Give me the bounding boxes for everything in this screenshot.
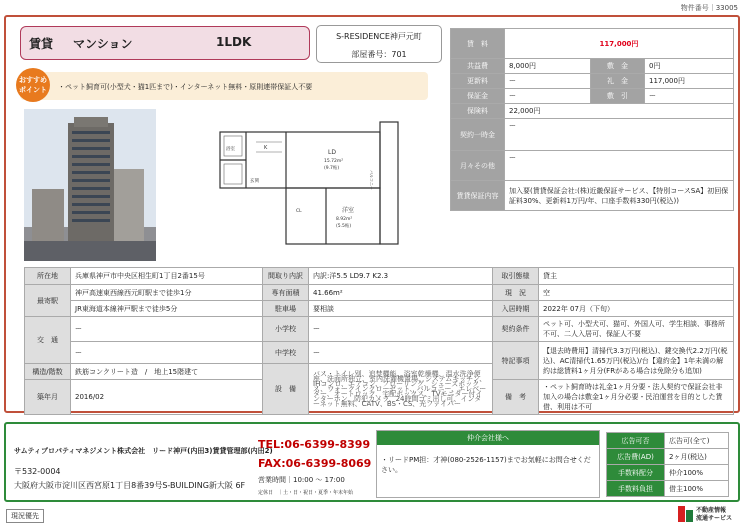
fee-burden-value: 借主100% bbox=[665, 481, 729, 497]
recommend-text: ・ペット飼育可(小型犬・猫1匹まで)・インターネット無料・原則連帯保証人不要 bbox=[58, 83, 313, 91]
transaction-label: 取引態様 bbox=[493, 268, 539, 285]
building-photo-image bbox=[24, 109, 156, 261]
service-logo bbox=[678, 504, 738, 526]
junior-high-value: ー bbox=[309, 342, 493, 364]
deposit-value: 0円 bbox=[645, 59, 734, 74]
station-label: 最寄駅 bbox=[25, 285, 71, 317]
agency-name: サムティプロパティマネジメント株式会社 リード神戸(内田3)賃貸管理部(内田2) bbox=[14, 447, 273, 455]
junior-high-label: 中学校 bbox=[263, 342, 309, 364]
recommend-bar bbox=[20, 72, 428, 100]
property-sheet bbox=[4, 15, 740, 413]
plan-ld-jo: (9.7帖) bbox=[324, 166, 340, 171]
traffic-2: ー bbox=[71, 342, 263, 364]
listing-type: マンション bbox=[73, 37, 133, 51]
common-fee-label: 共益費 bbox=[451, 59, 505, 74]
elementary-value: ー bbox=[309, 317, 493, 342]
agency-tel[interactable]: TEL:06-6399-8399 bbox=[258, 438, 371, 451]
property-number: 物件番号｜33005 bbox=[680, 4, 738, 12]
recommend-badge-line2: ポイント bbox=[19, 86, 47, 94]
ad-fee-value: 2ヶ月(税込) bbox=[665, 449, 729, 465]
special-notes-label: 特記事項 bbox=[493, 342, 539, 380]
structure-label: 構造/階数 bbox=[25, 364, 71, 380]
transaction-value: 貸主 bbox=[539, 268, 734, 285]
lump-sum-label: 契約一時金 bbox=[451, 119, 505, 151]
built-label: 築年月 bbox=[25, 380, 71, 415]
building-box bbox=[316, 25, 442, 63]
key-money-value: 117,000円 bbox=[645, 74, 734, 89]
rent-value: 117,000円 bbox=[505, 29, 734, 59]
agency-holiday: 定休日 ｜土・日・祝日・夏季・年末年始 bbox=[258, 490, 354, 496]
equipment-label: 設 備 bbox=[263, 364, 309, 415]
traffic-1: ー bbox=[71, 317, 263, 342]
logo-text-2: 流通サービス bbox=[696, 515, 733, 522]
elementary-label: 小学校 bbox=[263, 317, 309, 342]
conditions-label: 契約条件 bbox=[493, 317, 539, 342]
location-value: 兵庫県神戸市中央区相生町1丁目2番15号 bbox=[71, 268, 263, 285]
current-value: 空 bbox=[539, 285, 734, 301]
deposit-label: 敷 金 bbox=[591, 59, 645, 74]
layout-detail-value: 内訳:洋5.5 LD9.7 K2.3 bbox=[309, 268, 493, 285]
current-label: 現 況 bbox=[493, 285, 539, 301]
listing-layout: 1LDK bbox=[216, 35, 252, 49]
plan-room-label: 洋室 bbox=[342, 207, 355, 214]
layout-detail-label: 間取り内訳 bbox=[263, 268, 309, 285]
built-value: 2016/02 bbox=[71, 380, 263, 415]
rent-label: 賃 料 bbox=[451, 29, 505, 59]
shikibiki-value: ー bbox=[645, 89, 734, 104]
key-money-label: 礼 金 bbox=[591, 74, 645, 89]
room-number: 部屋番号：701 bbox=[351, 50, 407, 59]
location-label: 所在地 bbox=[25, 268, 71, 285]
plan-room-jo: (5.5帖) bbox=[336, 224, 352, 229]
notes-label: 備 考 bbox=[493, 380, 539, 415]
traffic-label: 交 通 bbox=[25, 317, 71, 364]
broker-notice-text: ・リードPM担：才神(080-2526-1157)までお気軽にお問合せください。 bbox=[381, 456, 591, 474]
status-priority-label: 現況優先 bbox=[6, 509, 44, 523]
guarantee-value: ー bbox=[505, 89, 591, 104]
broker-notice bbox=[376, 430, 600, 498]
recommend-badge-line1: おすすめ bbox=[18, 76, 48, 84]
parking-value: 要相談 bbox=[309, 301, 493, 317]
shikibiki-label: 敷 引 bbox=[591, 89, 645, 104]
guarantor-value: 加入要(賃貸保証会社:(株)近畿保証サービス、【特別コースSA】初回保証料30%、更新料1万円/年、口座手数料330円(税込)) bbox=[505, 181, 734, 211]
building-photo bbox=[24, 109, 156, 261]
ad-fee-label: 広告費(AD) bbox=[607, 449, 665, 465]
broker-notice-header: 仲介会社様へ bbox=[377, 431, 599, 445]
listing-kind: 賃貸 bbox=[29, 37, 54, 51]
plan-room-size: 8.92m² bbox=[336, 217, 353, 222]
broker-fee-value: 仲介100% bbox=[665, 465, 729, 481]
listing-title-box bbox=[20, 26, 310, 60]
agency-panel bbox=[4, 422, 740, 502]
common-fee-value: 8,000円 bbox=[505, 59, 591, 74]
monthly-other-label: 月々その他 bbox=[451, 151, 505, 181]
plan-entrance-label: 玄関 bbox=[250, 179, 259, 184]
floor-plan-drawing bbox=[216, 112, 426, 252]
ad-ok-label: 広告可否 bbox=[607, 433, 665, 449]
guarantee-label: 保証金 bbox=[451, 89, 505, 104]
station-2: JR東海道本線神戸駅まで徒歩5分 bbox=[71, 301, 263, 317]
insurance-label: 保険料 bbox=[451, 104, 505, 119]
money-table bbox=[450, 28, 734, 211]
notes-value: ・ペット飼育時は礼金1ヶ月分要・法人契約で保証会社非加入の場合は敷金1ヶ月分必要・民泊運営を目的とした賃借、利用は不可 bbox=[539, 380, 734, 415]
broker-fee-label: 手数料配分 bbox=[607, 465, 665, 481]
agency-fax: FAX:06-6399-8069 bbox=[258, 457, 372, 470]
plan-ld-label: LD bbox=[328, 149, 336, 156]
recommend-badge bbox=[16, 68, 50, 102]
agency-address: 大阪府大阪市淀川区西宮原1丁目8番39号S-BUILDING新大阪 6F bbox=[14, 481, 246, 490]
station-1: 神戸高速東西線西元町駅まで徒歩1分 bbox=[71, 285, 263, 301]
ad-ok-value: 広告可(全て) bbox=[665, 433, 729, 449]
plan-bath-label: 浴室 bbox=[226, 147, 235, 152]
parking-label: 駐車場 bbox=[263, 301, 309, 317]
special-notes-value: 【退去時費用】清掃代3.3万円(税込)、鍵交換代2.2万円(税込)、AC清掃代1.65万円(税込)/台【違約金】1年未満の解約は総賃料1ヶ月分(FRがある場合は免除分も追加) bbox=[539, 342, 734, 380]
monthly-other-value: ー bbox=[505, 151, 734, 181]
building-name: S-RESIDENCE神戸元町 bbox=[336, 32, 422, 41]
logo-text-1: 不動産情報 bbox=[696, 507, 727, 514]
guarantor-label: 賃貸保証内容 bbox=[451, 181, 505, 211]
plan-kitchen-label: K bbox=[264, 145, 268, 151]
conditions-value: ペット可、小型犬可、猫可、外国人可、学生相談、事務所不可、二人入居可、保証人不要 bbox=[539, 317, 734, 342]
area-value: 41.66m² bbox=[309, 285, 493, 301]
renewal-fee-label: 更新料 bbox=[451, 74, 505, 89]
move-in-label: 入居時期 bbox=[493, 301, 539, 317]
fee-burden-label: 手数料負担 bbox=[607, 481, 665, 497]
ad-table bbox=[606, 432, 729, 497]
equipment-value: バス・トイレ別、追焚機能、浴室乾燥機、温水洗浄便座、洗面所独立、室内洗濯機置場、システムキッチン、IHコンロ、エアコン、フローリング、シューズボックス、ウォークインクローゼット、バルコニー、エレベーター、オートロック、宅配ボックス、TVモニター付インターホン、防犯カメラ、24時間ゴミ出し可、インターネット無料、CATV、BS・CS、光ファイバー bbox=[309, 364, 493, 415]
spec-table bbox=[24, 267, 734, 415]
plan-balcony-label: バルコニー bbox=[369, 170, 374, 190]
agency-zip: 〒532-0004 bbox=[14, 467, 61, 476]
plan-closet-label: CL bbox=[296, 209, 302, 214]
logo-mark-icon bbox=[678, 504, 694, 524]
agency-hours: 営業時間｜10:00 ～ 17:00 bbox=[258, 476, 345, 484]
area-label: 専有面積 bbox=[263, 285, 309, 301]
renewal-fee-value: ー bbox=[505, 74, 591, 89]
lump-sum-value: ー bbox=[505, 119, 734, 151]
insurance-value: 22,000円 bbox=[505, 104, 734, 119]
floor-plan bbox=[216, 112, 426, 252]
move-in-value: 2022年 07月（下旬） bbox=[539, 301, 734, 317]
structure-value: 鉄筋コンクリート造 / 地上15階建て bbox=[71, 364, 263, 380]
plan-ld-size: 15.72m² bbox=[324, 159, 344, 164]
